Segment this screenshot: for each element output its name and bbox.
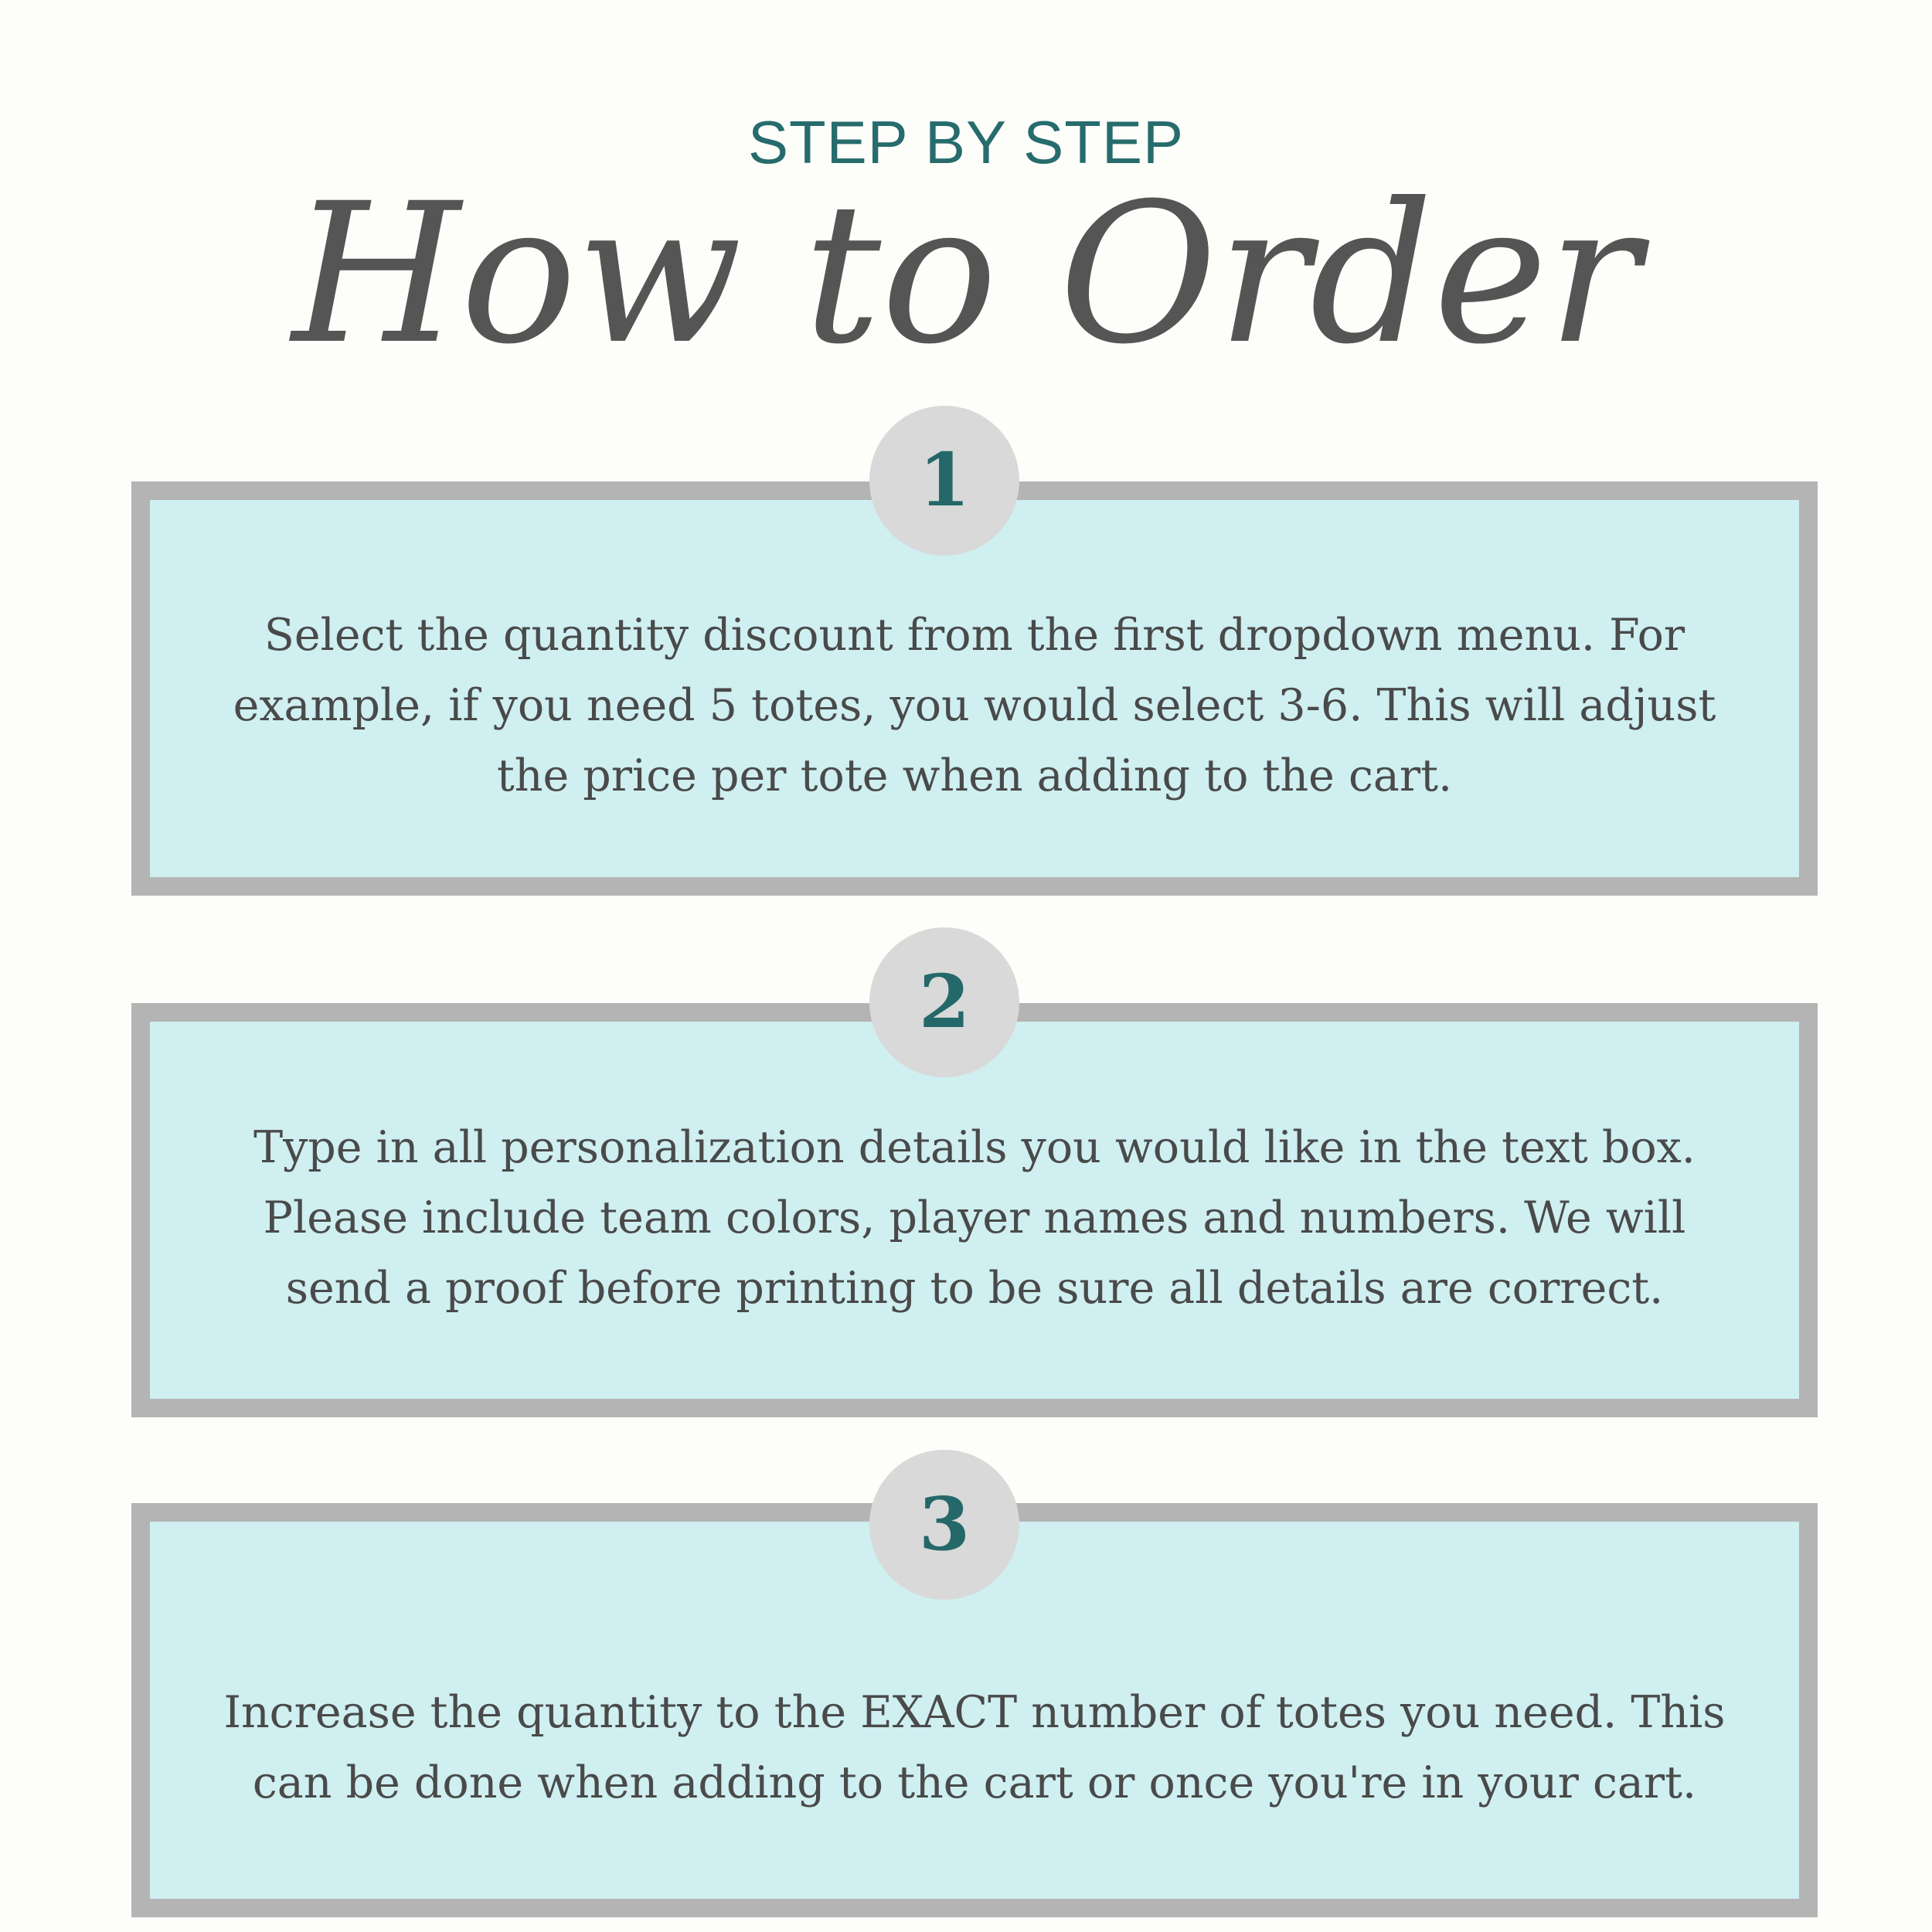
step-number-badge-1: 1: [869, 406, 1019, 556]
eyebrow-heading: STEP BY STEP: [747, 108, 1185, 176]
step-text-2: Type in all personalization details you would like in the text box. Please include team colors, player names and numbers. We will send a proof before printing to be sure all details are correct.: [253, 1122, 1696, 1314]
step-number-badge-3: 3: [869, 1450, 1019, 1600]
step-number-badge-2: 2: [869, 927, 1019, 1077]
step-text-1: Select the quantity discount from the first dropdown menu. For example, if you need 5 totes, you would select 3-6. This will adjust the price per tote when adding to the cart.: [233, 610, 1716, 801]
step-text-3: Increase the quantity to the EXACT number of totes you need. This can be done when adding to the cart or once you're in your cart.: [223, 1687, 1726, 1808]
page-title: How to Order: [291, 162, 1641, 386]
